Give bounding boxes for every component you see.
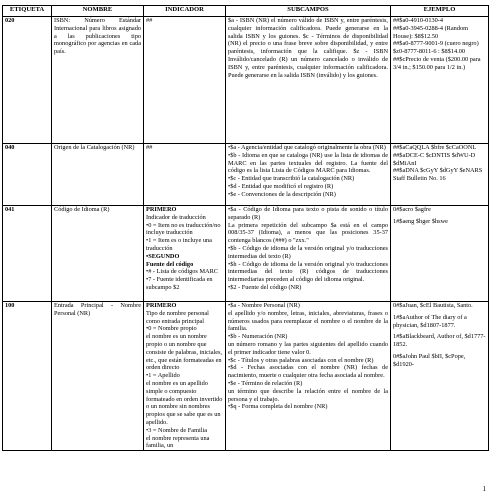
example-cell [391, 144, 489, 206]
cell-line: •$e - Término de relación (R) [228, 379, 303, 387]
cell-line: ##$a0-4910-0130-4 [393, 17, 444, 24]
cell-line: •$d - Fechas asociadas con el nombre (NR) fechas de nacimiento, muerte o cualquier otra fecha asociada al nombre. [228, 364, 388, 380]
cell-line: •3 = Nombre de Familia [146, 426, 208, 434]
cell-line: 1#$aeng $hger $hswe [393, 217, 448, 225]
cell-line: ##$a0-3945-0288-4 (Random House): $8$12.50 [393, 24, 469, 40]
marc-fields-table [2, 5, 489, 451]
cell-line: ##$a0-8777-9001-9 (cuero negro) $z0-8777-8011-6 : $8$14.00 [393, 40, 479, 56]
table-row [3, 206, 489, 302]
cell-line: el nombre es un apellido simple o compuesto formateado en orden invertido o un nombre sin nombres propios que se sabe que es un apellido. [146, 379, 223, 426]
tag-cell [3, 302, 52, 451]
subfields-cell [226, 144, 391, 206]
cell-line: 0#$acro $agfre [393, 206, 431, 213]
cell-line: $a - ISBN (NR) el número válido de ISBN y, entre paréntesis, cualquier información calificadora. Puede generarse en la salida ISBN y los guiones. $c - Términos de disponibilidad (NR) el precio o una frase breve sobre disponibilidad, y entre paréntesis, información que la califique. $z - ISBN Inválido/cancelado (R) un número cancelado o inválido de ISBN y, entre paréntesis, cualquier información calificadora. Puede generarse en la salida ISBN (inválido) y los guiones. [228, 17, 388, 79]
cell-line: Fuente del código [146, 260, 194, 268]
cell-line: un número romano y las partes siguientes del apellido cuando el primer indicador tiene valor 0. [228, 340, 388, 356]
name-cell [52, 302, 144, 451]
cell-line: 040 [5, 144, 15, 151]
cell-line: •1 = Item es o incluye una traducción [146, 237, 212, 252]
cell-line: Origen de la Catalogación (NR) [54, 144, 135, 151]
cell-line: •# - Lista de códigos MARC [146, 268, 218, 276]
cell-line: 1#$aBlackbeard, Author of, $d1777-1852. [393, 333, 486, 349]
col-header-tag: ETIQUETA [3, 6, 52, 17]
cell-line: La primera repetición del subcampo $a está en el campo 008/35-37 (Idioma), a menos que las posiciones 35-37 contenga blancos (###) o "zxx." [228, 221, 388, 245]
indicator-cell [144, 206, 226, 302]
cell-line: un término que describe la relación entre el nombre de la persona y el trabajo. [228, 387, 388, 403]
cell-line: •$e - Convenciones de la descripción (NR) [228, 190, 336, 198]
table-row [3, 17, 489, 144]
cell-line: 0#$aJuan, $cEl Bautista, Santo. [393, 302, 473, 309]
cell-line: PRIMERO [146, 206, 177, 213]
cell-line: ##$aCaQQLA $bfre $cCaOONL [393, 144, 477, 151]
name-cell [52, 144, 144, 206]
name-cell [52, 206, 144, 302]
table-body [3, 17, 489, 451]
cell-line: Entrada Principal - Nombre Personal (NR) [54, 302, 141, 317]
cell-line: •$a - Código de Idioma para texto o pista de sonido o título separado (R) [228, 206, 388, 221]
cell-line: •$q - Forma completa del nombre (NR) [228, 403, 328, 411]
cell-line: ##$aDNA $cGyY $dGyY $eNARS Staff Bulletin No. 16 [393, 167, 483, 183]
subfields-cell [226, 17, 391, 144]
cell-line: ##$cPrecio de venta ($200.00 para 3/4 in.; $150.00 para 1/2 in.) [393, 55, 481, 71]
example-cell [391, 17, 489, 144]
cell-line: el nombre representa una familia, un [146, 434, 210, 450]
cell-line: •$d - Entidad que modificó el registro (R) [228, 182, 334, 190]
example-cell [391, 302, 489, 451]
header-row [3, 6, 489, 17]
table-row [3, 302, 489, 451]
cell-line: •$b - Idioma en que se cataloga (NR) use la lista de idiomas de MARC en las partes textuales del registro. La fuente del código es la lista Lista de Códigos MARC para Idiomas. [228, 151, 388, 175]
tag-cell [3, 144, 52, 206]
cell-line: 041 [5, 206, 15, 213]
cell-line: 0#$aJohn Paul $bII, $cPope, $d1920- [393, 352, 466, 368]
cell-line: el nombre es un nombre propio o un nombre que consiste de palabras, iniciales, etc., que están formateadas en orden directo [146, 333, 223, 372]
col-header-example: EJEMPLO [391, 6, 489, 17]
cell-line: ##$aDCE-C $cDNTIS $dWU-D $dMiAnI [393, 151, 476, 167]
cell-line: •0 = Item no es traducción/no incluye traducción [146, 221, 221, 237]
cell-line: •$c - Títulos y otras palabras asociadas con el nombre (R) [228, 356, 374, 364]
cell-line: 100 [5, 302, 15, 309]
cell-line: •$c - Entidad que transcribió la catalogación (NR) [228, 175, 355, 183]
col-header-subfields: SUBCAMPOS [226, 6, 391, 17]
cell-line: •$h - Código de idioma de la versión original y/o traducciones intermedias del texto (R) códigos de traducciones intermediarias preceden al código del idioma original. [228, 260, 388, 284]
cell-line: ## [146, 17, 153, 24]
cell-line: PRIMERO [146, 302, 177, 309]
cell-line: •7 - Fuente identificada en subcampo $2 [146, 276, 213, 291]
cell-line: Tipo de nombre personal como entrada principal [146, 309, 209, 325]
indicator-cell [144, 144, 226, 206]
cell-line: Código de Idioma (R) [54, 206, 110, 213]
subfields-cell [226, 302, 391, 451]
example-cell [391, 206, 489, 302]
cell-line: •$b - Numeración (NR) [228, 333, 288, 341]
cell-line: 020 [5, 17, 15, 24]
cell-line: •$2 - Fuente del código (NR) [228, 283, 302, 291]
indicator-cell [144, 302, 226, 451]
subfields-cell [226, 206, 391, 302]
cell-line: •0 = Nombre propio [146, 325, 197, 333]
page-number: 1 [482, 485, 486, 493]
cell-line: Indicador de traducción [146, 213, 206, 221]
cell-line: 1#$aAuthor of The diary of a physician, $d1807-1877. [393, 313, 467, 329]
cell-line: •$a - Nombre Personal (NR) [228, 302, 300, 309]
cell-line: el apellido y/o nombre, letras, iniciales, abreviaturas, frases o números usados para reemplazar el nombre o el nombre de la familia. [228, 309, 388, 333]
table-row [3, 144, 489, 206]
cell-line: •1 = Apellido [146, 372, 180, 380]
name-cell [52, 17, 144, 144]
tag-cell [3, 17, 52, 144]
cell-line: •$a - Agencia/entidad que catalogó originalmente la obra (NR) [228, 144, 386, 151]
col-header-indicator: INDICADOR [144, 6, 226, 17]
col-header-name: NOMBRE [52, 6, 144, 17]
tag-cell [3, 206, 52, 302]
cell-line: •$b - Código de idioma de la versión original y/o traducciones intermedias del texto (R) [228, 244, 388, 260]
cell-line: •SEGUNDO [146, 252, 180, 260]
indicator-cell [144, 17, 226, 144]
cell-line: ISBN: Número Estándar Internacional para libros asignado a las publicaciones tipo monográfico por agencias en cada país. [54, 17, 141, 56]
cell-line: ## [146, 144, 153, 151]
